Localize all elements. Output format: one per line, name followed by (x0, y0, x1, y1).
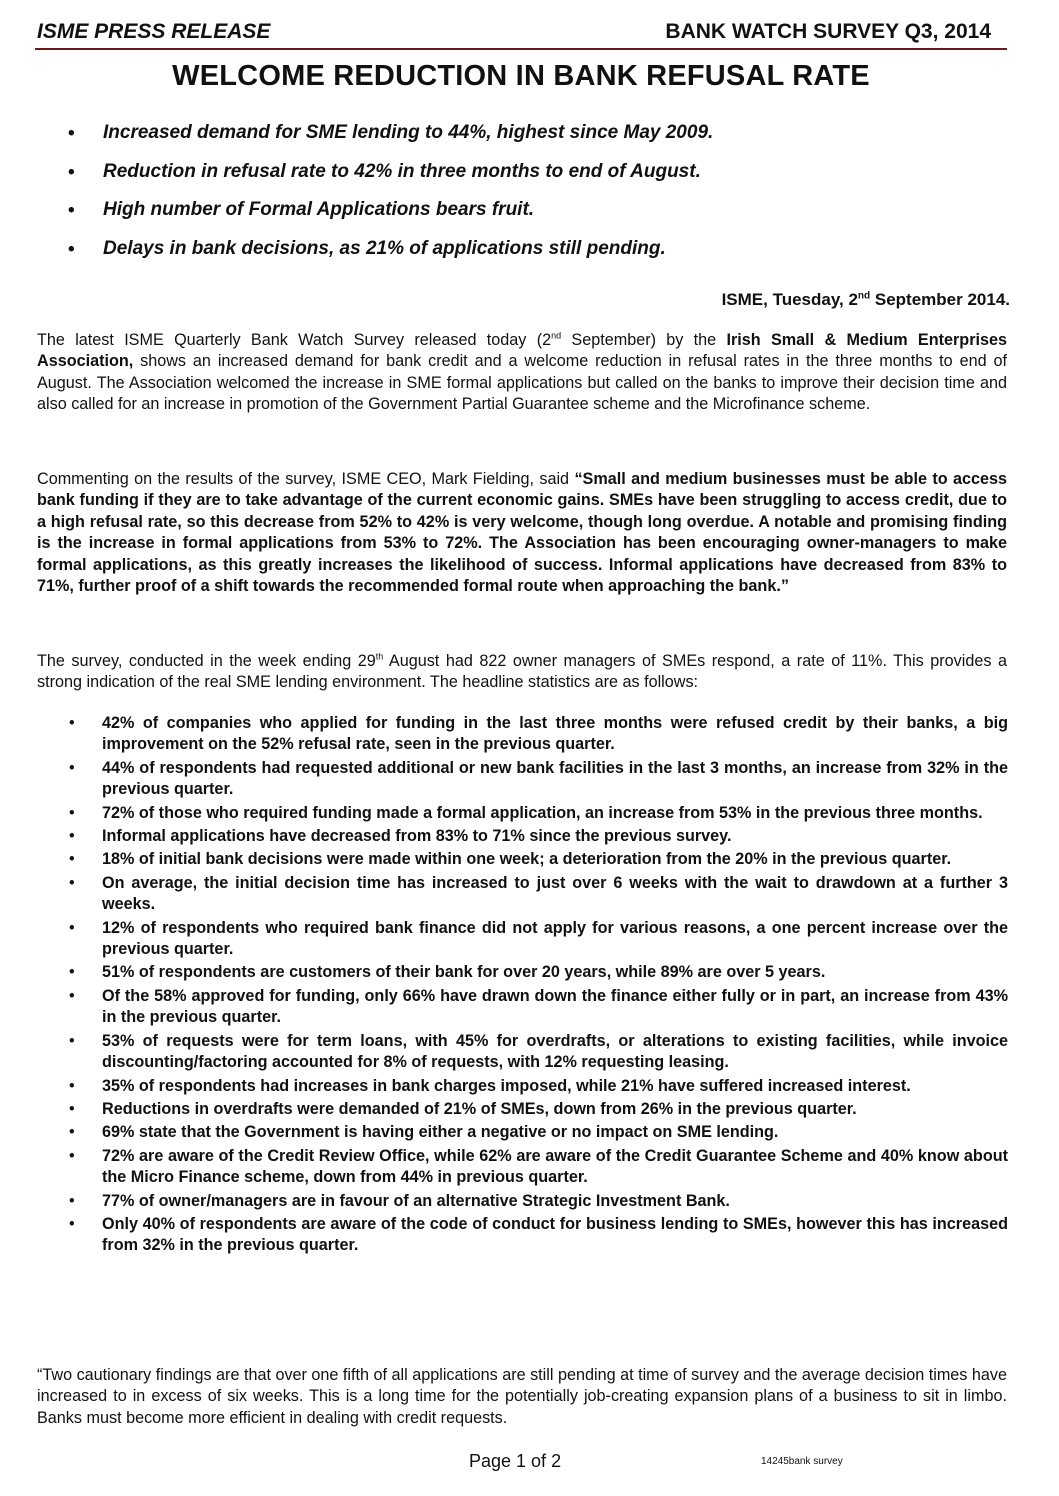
intro-text-c: shows an increased demand for bank credit and a welcome reduction in refusal rates in the three months to end of August. The Association welcomed the increase in SME formal applications but called on the banks to improve their decision time and also called for an increase in promotion of the Government Partial Guarantee scheme and the Microfinance scheme. (37, 352, 1007, 414)
header-right-title: BANK WATCH SURVEY Q3, 2014 (665, 20, 991, 43)
survey-ordinal: th (375, 651, 384, 662)
highlight-item: • Delays in bank decisions, as 21% of applications still pending. (62, 238, 713, 277)
document-reference: 14245bank survey (761, 1456, 843, 1467)
header (37, 20, 1005, 50)
statistic-item: • On average, the initial decision time has increased to just over 6 weeks with the wait to drawdown at a further 3 weeks. (64, 873, 1008, 916)
statistic-item: • 72% of those who required funding made a formal application, an increase from 53% in the previous three months. (64, 803, 1008, 824)
statistic-item: • 51% of respondents are customers of their bank for over 20 years, while 89% are over 5 years. (64, 962, 1008, 983)
statistic-item: • 18% of initial bank decisions were made within one week; a deterioration from the 20% in the previous quarter. (64, 849, 1008, 870)
survey-text-b: August had 822 owner managers of SMEs respond, a rate of 11%. This provides a strong indication of the real SME lending environment. The headline statistics are as follows: (37, 652, 1007, 692)
statistic-item: • 42% of companies who applied for funding in the last three months were refused credit by their banks, a big improvement on the 52% refusal rate, seen in the previous quarter. (64, 713, 1008, 756)
dateline (722, 290, 1010, 310)
headline: WELCOME REDUCTION IN BANK REFUSAL RATE (172, 60, 870, 92)
highlight-item: • Reduction in refusal rate to 42% in three months to end of August. (62, 161, 713, 200)
header-divider (35, 48, 1007, 50)
dateline-ordinal: nd (857, 290, 871, 302)
highlights-list (62, 122, 713, 276)
dateline-text-end: September 2014. (870, 290, 1010, 309)
statistic-item: • 12% of respondents who required bank finance did not apply for various reasons, a one percent increase over the previous quarter. (64, 918, 1008, 961)
statistic-item: • Of the 58% approved for funding, only 66% have drawn down the finance either fully or in part, an increase from 43% in the previous quarter. (64, 986, 1008, 1029)
statistic-item: • Reductions in overdrafts were demanded of 21% of SMEs, down from 26% in the previous quarter. (64, 1099, 1008, 1120)
intro-paragraph (37, 330, 1007, 416)
survey-text-a: The survey, conducted in the week ending 29 (37, 652, 376, 670)
highlight-item: • Increased demand for SME lending to 44%, highest since May 2009. (62, 122, 713, 161)
intro-ordinal: nd (551, 330, 562, 341)
statistic-item: • 69% state that the Government is having either a negative or no impact on SME lending. (64, 1122, 1008, 1143)
statistic-item: • 35% of respondents had increases in bank charges imposed, while 21% have suffered increased interest. (64, 1076, 1008, 1097)
header-left-title: ISME PRESS RELEASE (37, 20, 271, 43)
statistic-item: • 53% of requests were for term loans, with 45% for overdrafts, or alterations to existing facilities, while invoice discounting/factoring accounted for 8% of requests, with 12% requesting leasing. (64, 1031, 1008, 1074)
highlight-item: • High number of Formal Applications bears fruit. (62, 199, 713, 238)
dateline-text: ISME, Tuesday, 2 (721, 290, 858, 309)
statistic-item: • Only 40% of respondents are aware of the code of conduct for business lending to SMEs, however this has increased from 32% in the previous quarter. (64, 1214, 1008, 1257)
intro-organisation: Irish Small & Medium Enterprises Association, (37, 331, 1007, 371)
survey-paragraph (37, 651, 1007, 694)
statistic-item: • 77% of owner/managers are in favour of an alternative Strategic Investment Bank. (64, 1191, 1008, 1212)
ceo-comment-paragraph (37, 469, 1007, 597)
statistic-item: • 44% of respondents had requested additional or new bank facilities in the last 3 months, an increase from 32% in the previous quarter. (64, 758, 1008, 801)
statistic-item: • Informal applications have decreased from 83% to 71% since the previous survey. (64, 826, 1008, 847)
comment-quote: “Small and medium businesses must be able to access bank funding if they are to take advantage of the current economic gains. SMEs have been struggling to access credit, due to a high refusal rate, so this decrease from 52% to 42% is very welcome, though long overdue. A notable and promising finding is the increase in formal applications from 53% to 72%. The Association has been encouraging owner-managers to make formal applications, as this greatly increases the likelihood of success. Informal applications have decreased from 83% to 71%, further proof of a shift towards the recommended formal route when approaching the bank.” (37, 470, 1007, 596)
page-number: Page 1 of 2 (469, 1451, 562, 1471)
intro-text-b: September) by the (561, 331, 727, 349)
intro-text-a: The latest ISME Quarterly Bank Watch Survey released today (2 (37, 331, 552, 349)
statistics-list (64, 713, 1008, 1259)
comment-lead: Commenting on the results of the survey, ISME CEO, Mark Fielding, said (37, 470, 575, 488)
statistic-item: • 72% are aware of the Credit Review Office, while 62% are aware of the Credit Guarantee Scheme and 40% know about the Micro Finance scheme, down from 44% in previous quarter. (64, 1146, 1008, 1189)
closing-paragraph: “Two cautionary findings are that over one fifth of all applications are still pending at time of survey and the average decision times have increased to in excess of six weeks. This is a long time for the potentially job-creating expansion plans of a business to sit in limbo. Banks must become more efficient in dealing with credit requests. (37, 1366, 1007, 1427)
